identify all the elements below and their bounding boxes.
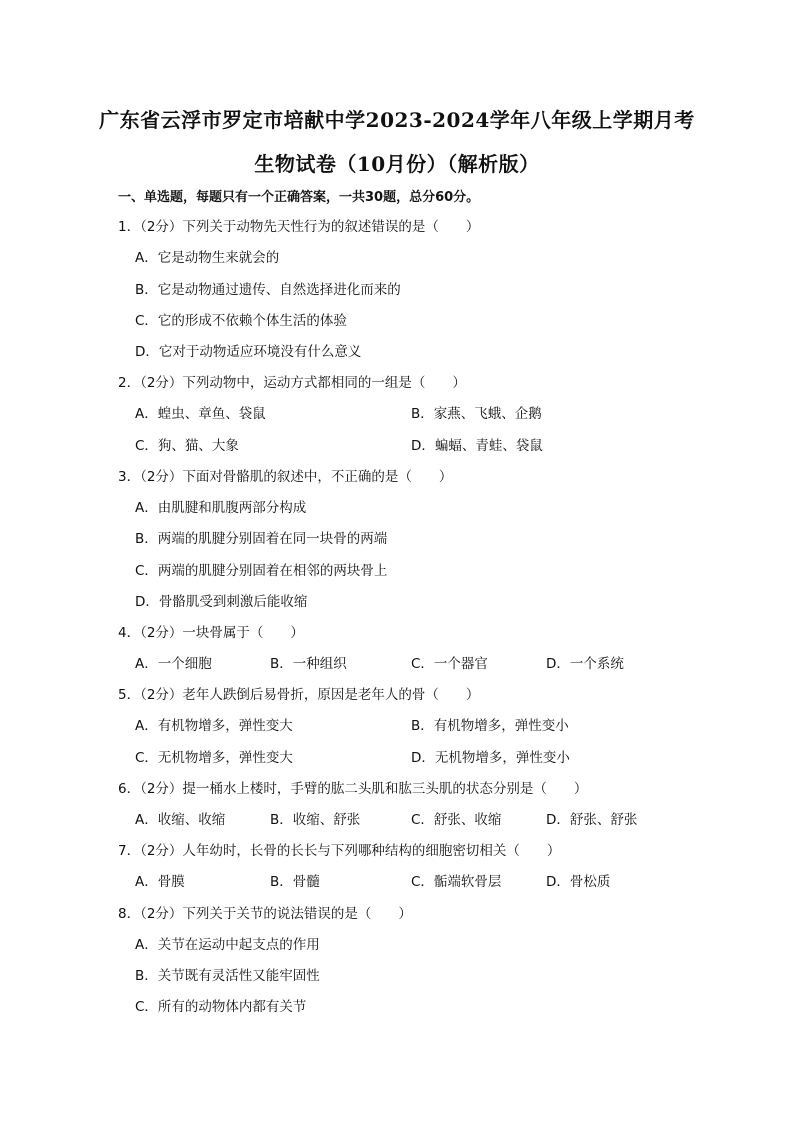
question-3-option-b: B．两端的肌腱分别固着在同一块骨的两端 <box>135 531 388 547</box>
question-6-stem: 6．（2分）提一桶水上楼时，手臂的肱二头肌和肱三头肌的状态分别是（ ） <box>118 781 588 797</box>
question-8-option-b: B．关节既有灵活性又能牢固性 <box>135 968 320 984</box>
question-4-option-c: C．一个器官 <box>411 656 488 672</box>
question-5-option-b: B．有机物增多，弹性变小 <box>411 718 569 734</box>
question-3-option-c: C．两端的肌腱分别固着在相邻的两块骨上 <box>135 563 388 579</box>
question-2-option-d: D．蝙蝠、青蛙、袋鼠 <box>411 438 543 454</box>
question-7-option-a: A．骨膜 <box>135 874 185 890</box>
question-2-option-b: B．家燕、飞蛾、企鹅 <box>411 406 542 422</box>
question-7-option-c: C．骺端软骨层 <box>411 874 502 890</box>
question-4-stem: 4．（2分）一块骨属于（ ） <box>118 625 304 641</box>
question-1-option-a: A．它是动物生来就会的 <box>135 250 280 266</box>
question-8-option-c: C．所有的动物体内都有关节 <box>135 999 307 1015</box>
section-heading: 一、单选题，每题只有一个正确答案，一共30题，总分60分。 <box>118 190 480 205</box>
question-6-option-a: A．收缩、收缩 <box>135 812 226 828</box>
document-title-line2: 生物试卷（10月份）（解析版） <box>254 152 540 176</box>
question-7-stem: 7．（2分）人年幼时，长骨的长长与下列哪种结构的细胞密切相关（ ） <box>118 843 561 859</box>
question-5-option-a: A．有机物增多，弹性变大 <box>135 718 293 734</box>
question-8-option-a: A．关节在运动中起支点的作用 <box>135 937 320 953</box>
question-1-option-d: D．它对于动物适应环境没有什么意义 <box>135 344 362 360</box>
question-4-option-a: A．一个细胞 <box>135 656 212 672</box>
question-4-option-b: B．一种组织 <box>270 656 347 672</box>
question-2-option-a: A．蝗虫、章鱼、袋鼠 <box>135 406 266 422</box>
question-6-option-b: B．收缩、舒张 <box>270 812 361 828</box>
question-1-option-c: C．它的形成不依赖个体生活的体验 <box>135 313 347 329</box>
question-3-option-d: D．骨骼肌受到刺激后能收缩 <box>135 594 308 610</box>
question-1-option-b: B．它是动物通过遗传、自然选择进化而来的 <box>135 282 401 298</box>
question-2-option-c: C．狗、猫、大象 <box>135 438 239 454</box>
question-5-stem: 5．（2分）老年人跌倒后易骨折，原因是老年人的骨（ ） <box>118 687 480 703</box>
question-4-option-d: D．一个系统 <box>546 656 624 672</box>
question-2-stem: 2．（2分）下列动物中，运动方式都相同的一组是（ ） <box>118 375 466 391</box>
question-7-option-b: B．骨髓 <box>270 874 320 890</box>
question-8-stem: 8．（2分）下列关于关节的说法错误的是（ ） <box>118 906 412 922</box>
question-7-option-d: D．骨松质 <box>546 874 611 890</box>
question-3-option-a: A．由肌腱和肌腹两部分构成 <box>135 500 307 516</box>
question-6-option-c: C．舒张、收缩 <box>411 812 502 828</box>
question-6-option-d: D．舒张、舒张 <box>546 812 638 828</box>
question-3-stem: 3．（2分）下面对骨骼肌的叙述中，不正确的是（ ） <box>118 469 453 485</box>
question-1-stem: 1．（2分）下列关于动物先天性行为的叙述错误的是（ ） <box>118 219 480 235</box>
question-5-option-c: C．无机物增多，弹性变大 <box>135 750 293 766</box>
document-title-line1: 广东省云浮市罗定市培献中学2023-2024学年八年级上学期月考 <box>99 108 695 132</box>
question-5-option-d: D．无机物增多，弹性变小 <box>411 750 570 766</box>
